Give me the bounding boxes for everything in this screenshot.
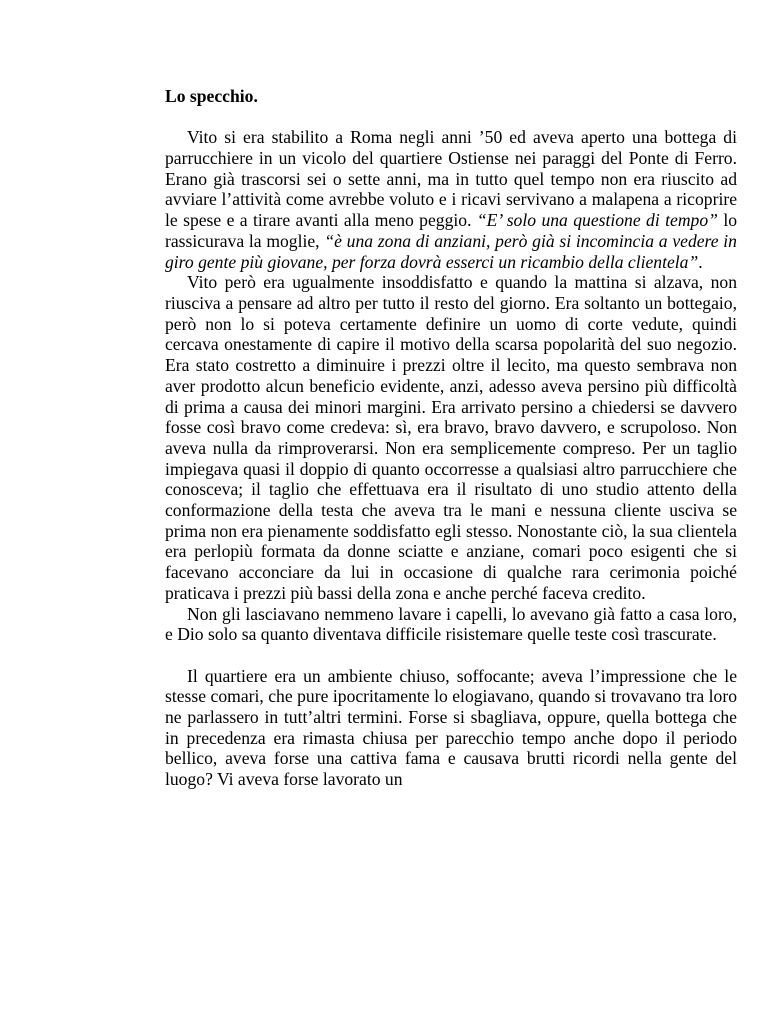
text-segment: . (698, 251, 703, 272)
paragraph (165, 666, 737, 790)
text-segment: Non gli lasciavano nemmeno lavare i capelli, lo avevano già fatto a casa loro, e Dio solo sa quanto diventava difficile risistemare quelle teste così trascurate. (165, 603, 737, 645)
paragraph (165, 127, 737, 272)
italic-text-segment: “è una zona di anziani, però già si incomincia a vedere in giro gente più giovane, per forza dovrà esserci un ricambio della clientela” (165, 230, 737, 272)
document-title: Lo specchio. (165, 86, 258, 106)
text-section-1 (165, 127, 737, 645)
blank-line (165, 107, 737, 128)
text-segment: Il quartiere era un ambiente chiuso, soffocante; aveva l’impressione che le stesse comari, che pure ipocritamente lo elogiavano, quando si trovavano tra loro ne parlassero in tutt’altri termini. Forse si sbagliava, oppure, quella bottega che in precedenza era rimasta chiusa per parecchio tempo anche dopo il periodo bellico, aveva forse una cattiva fama e causava brutti ricordi nella gente del luogo? Vi aveva forse lavorato un (165, 665, 737, 790)
text-segment: Vito si era stabilito a Roma negli anni ’50 ed aveva aperto una bottega di parrucchiere in un vicolo del quartiere Ostiense nei paraggi del Ponte di Ferro. Erano già trascorsi sei o sette anni, ma in tutto quel tempo non era riuscito ad avviare l’attività come avrebbe voluto e i ricavi servivano a malapena a ricoprire le spese e a tirare avanti alla meno peggio. (165, 127, 737, 231)
text-segment: lo rassicurava la moglie, (165, 210, 738, 251)
paragraph (165, 272, 737, 603)
text-section-2 (165, 666, 737, 790)
text-segment: Vito però era ugualmente insoddisfatto e quando la mattina si alzava, non riusciva a pensare ad altro per tutto il resto del giorno. Era soltanto un bottegaio, però non lo si poteva certamente definire un uomo di corte vedute, quindi cercava onestamente di capire il motivo della scarsa popolarità del suo negozio. Era stato costretto a diminuire i prezzi oltre il lecito, ma questo sembrava non aver prodotto alcun beneficio evidente, anzi, adesso aveva persino più difficoltà di prima a causa dei minori margini. Era arrivato persino a chiedersi se davvero fosse così bravo come credeva: sì, era bravo, bravo davvero, e scrupoloso. Non aveva nulla da rimproverarsi. Non era semplicemente compreso. Per un taglio impiegava quasi il doppio di quanto occorresse a qualsiasi altro parrucchiere che conosceva; il taglio che effettuava era il risultato di uno studio attento della conformazione della testa che aveva tra le mani e nessuna cliente usciva se prima non era pienamente soddisfatto egli stesso. Nonostante ciò, la sua clientela era perlopiù formata da donne sciatte e anziane, comari poco esigenti che si facevano acconciare da lui in occasione di qualche rara cerimonia poiché praticava i prezzi più bassi della zona e anche perché faceva credito. (165, 272, 737, 603)
paragraph (165, 604, 737, 645)
italic-text-segment: “E’ solo una questione di tempo” (476, 210, 718, 231)
blank-line (165, 645, 737, 666)
document-page (165, 86, 737, 790)
